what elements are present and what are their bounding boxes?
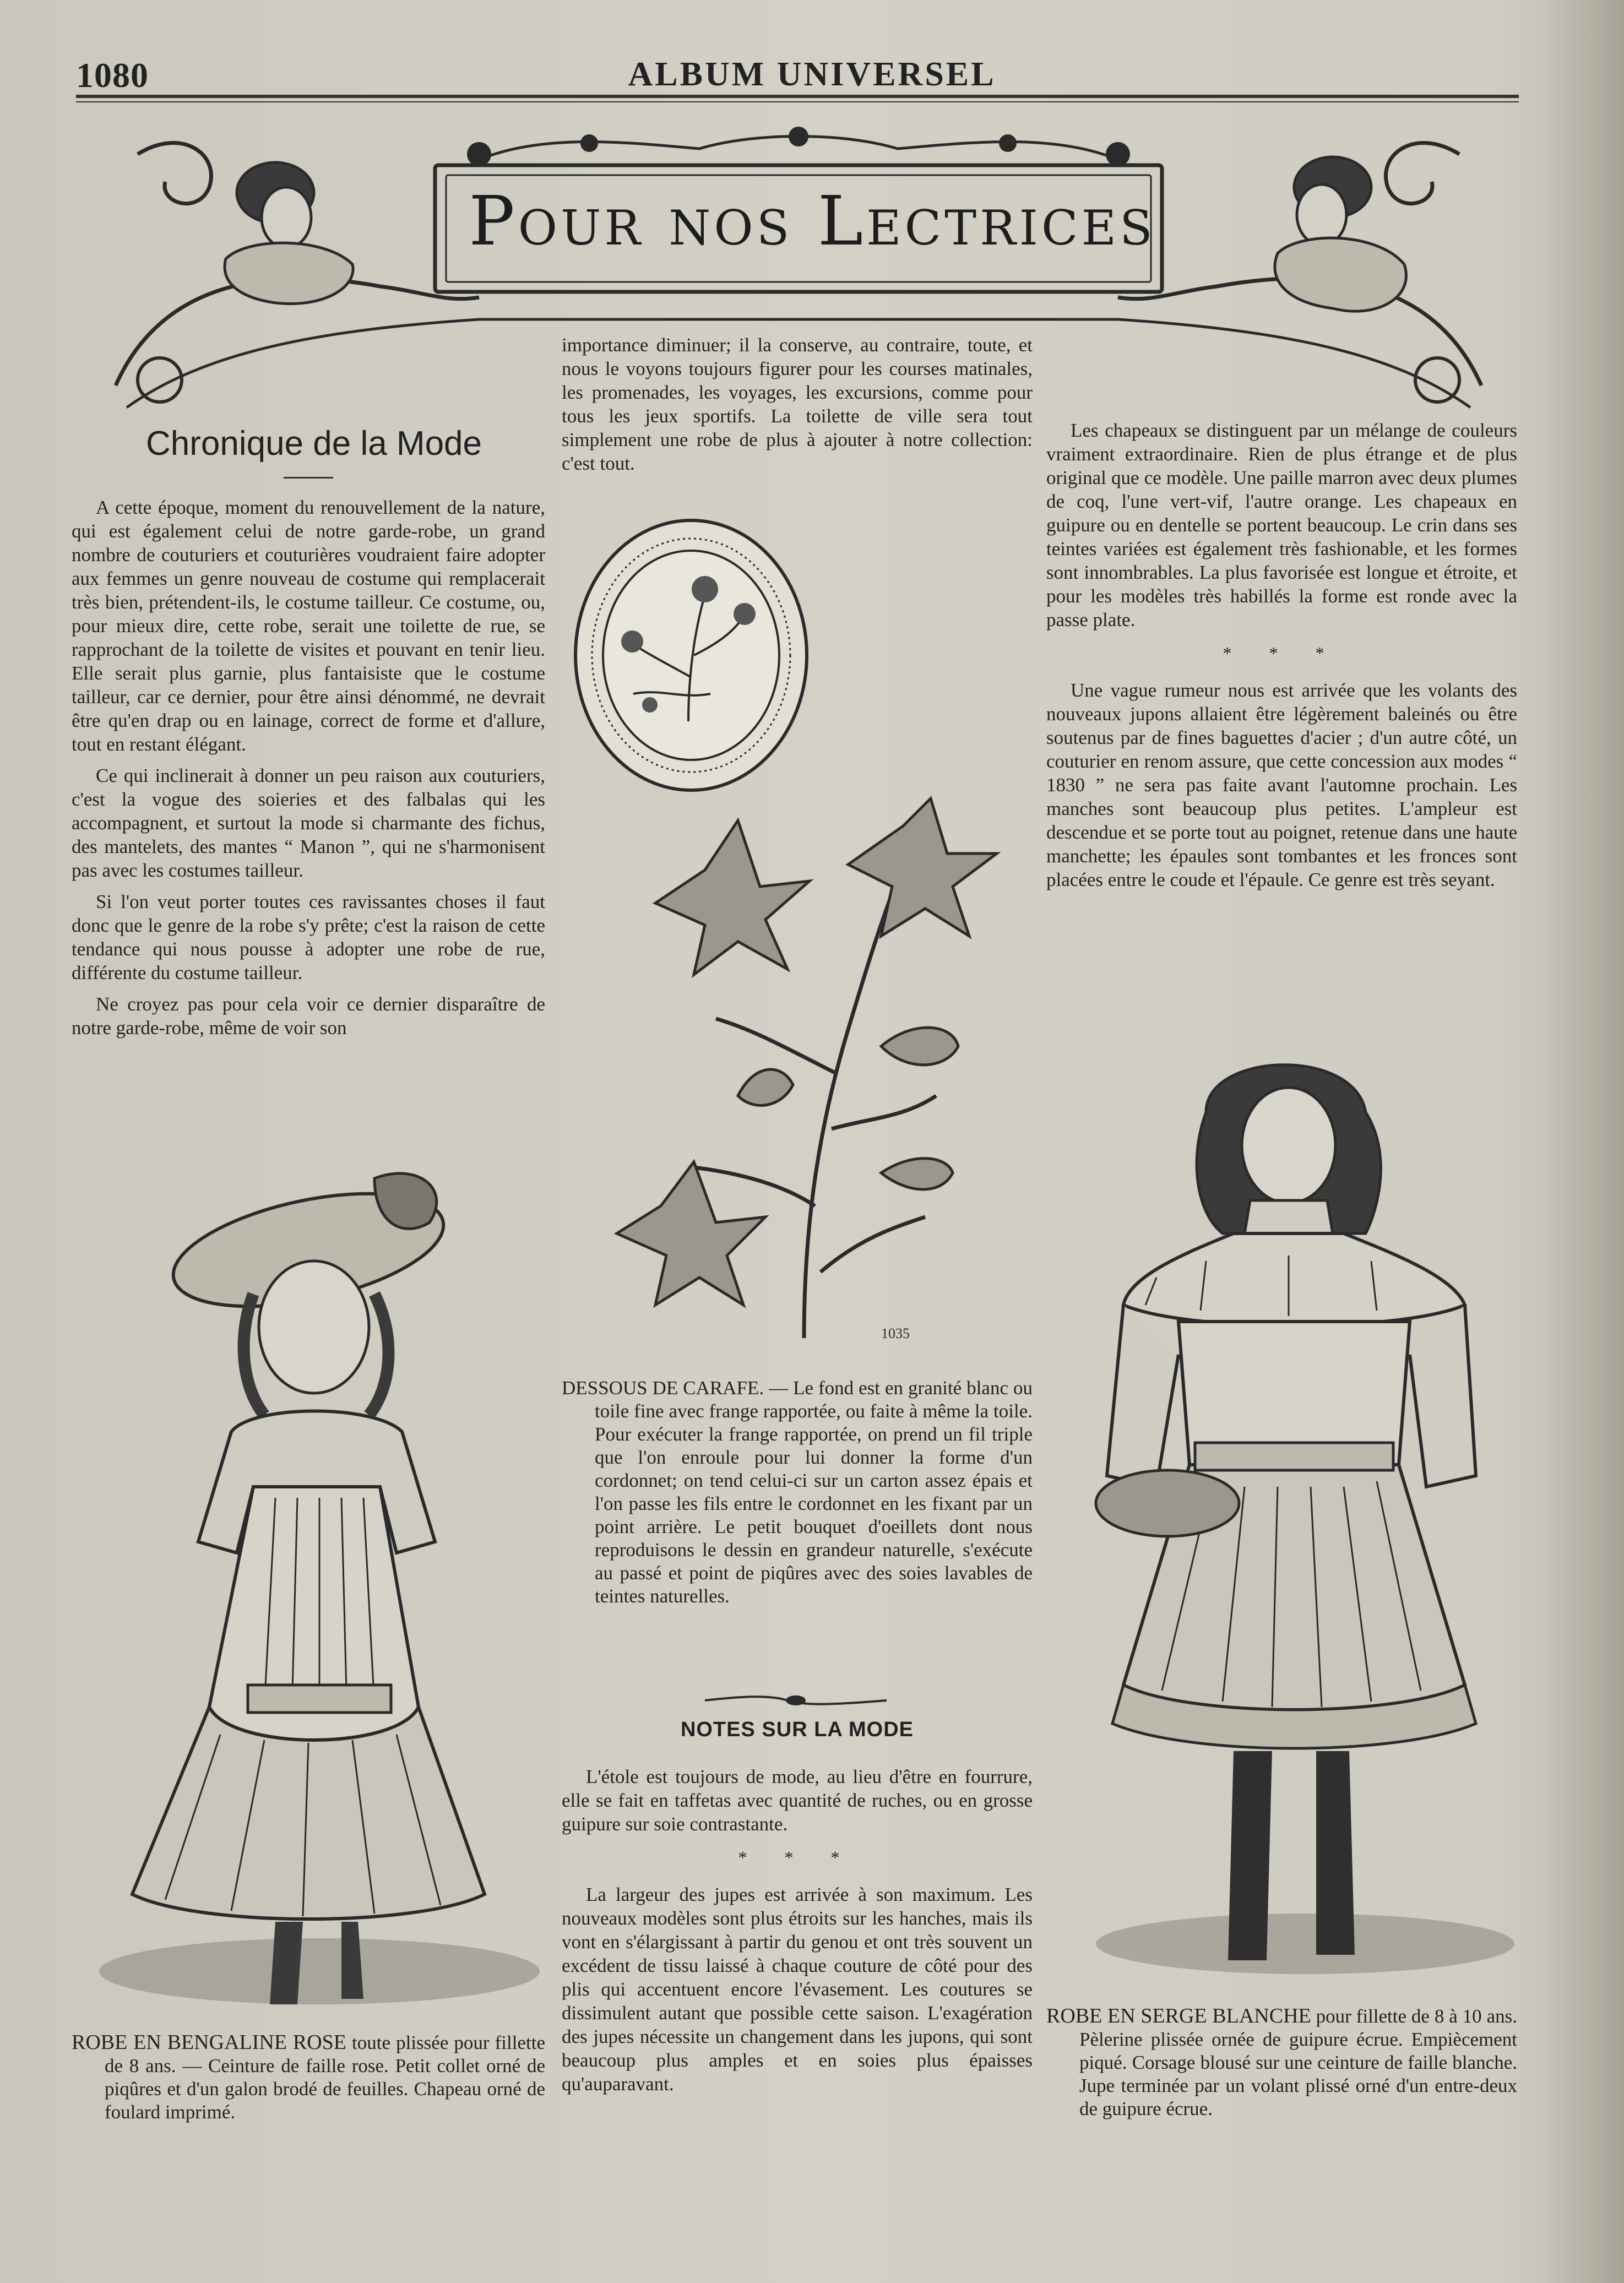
- left-dress-caption: [72, 2031, 545, 2124]
- illustration-number: 1035: [881, 1325, 910, 1341]
- chronique-paragraph: A cette époque, moment du renouvellement de la nature, qui est également celui de notre garde-robe, un grand nombre de couturiers et couturières voudraient faire adopter aux femmes un genre nouveau de costume qui remplacerait très bien, prétendent-ils, le costume tailleur. Ce costume, ou, pour mieux dire, cette robe, serait une toilette de rue, se rapprochant de la toilette de visites et pouvant en tenir lieu. Elle serait plus garnie, plus fantaisiste que le costume tailleur, car ce dernier, pour être ainsi dénommé, ne devrait être qu'en drap ou en lainage, correct de forme et d'allure, tout en restant élégant.: [72, 497, 545, 755]
- section-stars: * * *: [738, 1847, 856, 1867]
- middle-column-top: [562, 333, 1033, 483]
- chronique-title: Chronique de la Mode: [145, 425, 482, 463]
- running-title: ALBUM UNIVERSEL: [628, 56, 996, 93]
- notes-column: [562, 1765, 1033, 2103]
- carafe-doily-illustration: [567, 512, 815, 798]
- notes-title: NOTES SUR LA MODE: [680, 1718, 914, 1741]
- chronique-paragraph: Si l'on veut porter toutes ces ravissantes choses il faut donc que le genre de la robe s'y prête; c'est la raison de cette tendance qui nous pousse à adopter une robe de rue, différente du costume tailleur.: [72, 891, 545, 983]
- section-stars: * * *: [1223, 643, 1341, 663]
- girl-serge-dress-illustration: [1068, 1046, 1520, 1993]
- divider-ornament: [705, 1693, 887, 1708]
- header-rule: [76, 95, 1519, 98]
- page-edge-shadow: [1541, 0, 1624, 2283]
- right-column: [1046, 418, 1517, 899]
- girl-bengaline-dress-illustration: [88, 1156, 540, 2015]
- chronique-paragraph: Ne croyez pas pour cela voir ce dernier disparaître de notre garde-robe, même de voir son: [72, 993, 545, 1039]
- left-dress-caption-text: toute plissée pour fillette de 8 ans. — Ceinture de faille rose. Petit collet orné de piqûres et d'un galon brodé de feuilles. Chapeau orné de foulard imprimé.: [105, 2032, 545, 2123]
- notes-paragraph: La largeur des jupes est arrivée à son maximum. Les nouveaux modèles sont plus étroits sur les hanches, mais ils vont en s'élargissant à partir du genou et ont très souvent un excédent de tissu laissé à chaque couture de côté pour des plis qui accentuent encore l'évasement. Les coutures se dissimulent autant que possible cette saison. L'exagération des jupes nécessite un changement dans les jupons, qui sont beaucoup plus amples et en soies plus épaisses qu'auparavant.: [562, 1884, 1033, 2095]
- right-dress-caption-title: ROBE EN SERGE BLANCHE: [1046, 2004, 1311, 2027]
- banner-title: Pour nos Lectrices: [469, 182, 1156, 261]
- carafe-caption: [562, 1377, 1033, 1608]
- notes-paragraph: L'étole est toujours de mode, au lieu d'être en fourrure, elle se fait en taffetas avec quantité de ruches, ou en grosse guipure sur soie contrastante.: [562, 1766, 1033, 1835]
- title-divider: [284, 477, 333, 479]
- chronique-continuation: importance diminuer; il la conserve, au contraire, toute, et nous le voyons toujours figurer pour les courses matinales, les promenades, les voyages, les excursions, comme pour tous les jeux sportifs. La toilette de ville sera tout simplement une robe de plus à ajouter à notre collection: c'est tout.: [562, 334, 1033, 474]
- header-rule-thin: [76, 101, 1519, 102]
- chronique-paragraph: Ce qui inclinerait à donner un peu raison aux couturiers, c'est la vogue des soieries et des falbalas qui les accompagnent, et surtout la mode si charmante des fichus, des mantelets, des mantes “ Manon ”, qui ne s'harmonisent pas avec les costumes tailleur.: [72, 765, 545, 881]
- right-dress-caption-text: pour fillette de 8 à 10 ans. Pèlerine plissée ornée de guipure écrue. Empiècement piqué. Corsage blousé sur une ceinture de faille blanche. Jupe terminée par un volant plissé orné d'un entre-deux de guipure écrue.: [1079, 2005, 1517, 2119]
- left-dress-caption-title: ROBE EN BENGALINE ROSE: [72, 2031, 346, 2054]
- carafe-caption-title: DESSOUS DE CARAFE.: [562, 1377, 764, 1399]
- hats-paragraph: Les chapeaux se distinguent par un mélange de couleurs vraiment extraordinaire. Rien de plus étrange et de plus original que ce modèle. Une paille marron avec deux plumes de coq, l'une vert-vif, l'autre orange. Les chapeaux en guipure ou en dentelle se portent beaucoup. Le crin dans ses teintes variées est également très fashionable, et les formes sont innombrables. La plus favorisée est longue et étroite, et pour les modèles très habillés la forme est ronde avec la passe plate.: [1046, 420, 1517, 630]
- chronique-column: [72, 496, 545, 1047]
- page-number: 1080: [76, 56, 149, 95]
- carafe-caption-text: — Le fond est en granité blanc ou toile fine avec frange rapportée, ou faite à même la toile. Pour exécuter la frange rapportée, on prend un fil triple que l'on enroule pour lui donner la forme d'un cordonnet; on tend celui-ci sur un carton assez épais et l'on passe les fils entre le cordonnet en les fixant par un point arrière. Le petit bouquet d'oeillets dont nous reproduisons le dessin en grandeur naturelle, s'exécute au passé et point de piqûres avec des soies lavables de teintes naturelles.: [595, 1377, 1033, 1607]
- right-dress-caption: [1046, 2004, 1517, 2121]
- petticoats-paragraph: Une vague rumeur nous est arrivée que les volants des nouveaux jupons allaient être légèrement baleinés ou être soutenus par de fines baguettes d'acier ; d'un autre côté, un couturier en renom assure, que cette concession aux modes “ 1830 ” ne sera pas faite avant l'automne prochain. Les manches sont beaucoup plus petites. L'ampleur est descendue et se porte tout au poignet, retenue dans une haute manchette; les épaules sont tombantes et les fronces sont placées entre le coude et l'épaule. Ce genre est très seyant.: [1046, 680, 1517, 890]
- carnation-bouquet-illustration: [573, 787, 1030, 1360]
